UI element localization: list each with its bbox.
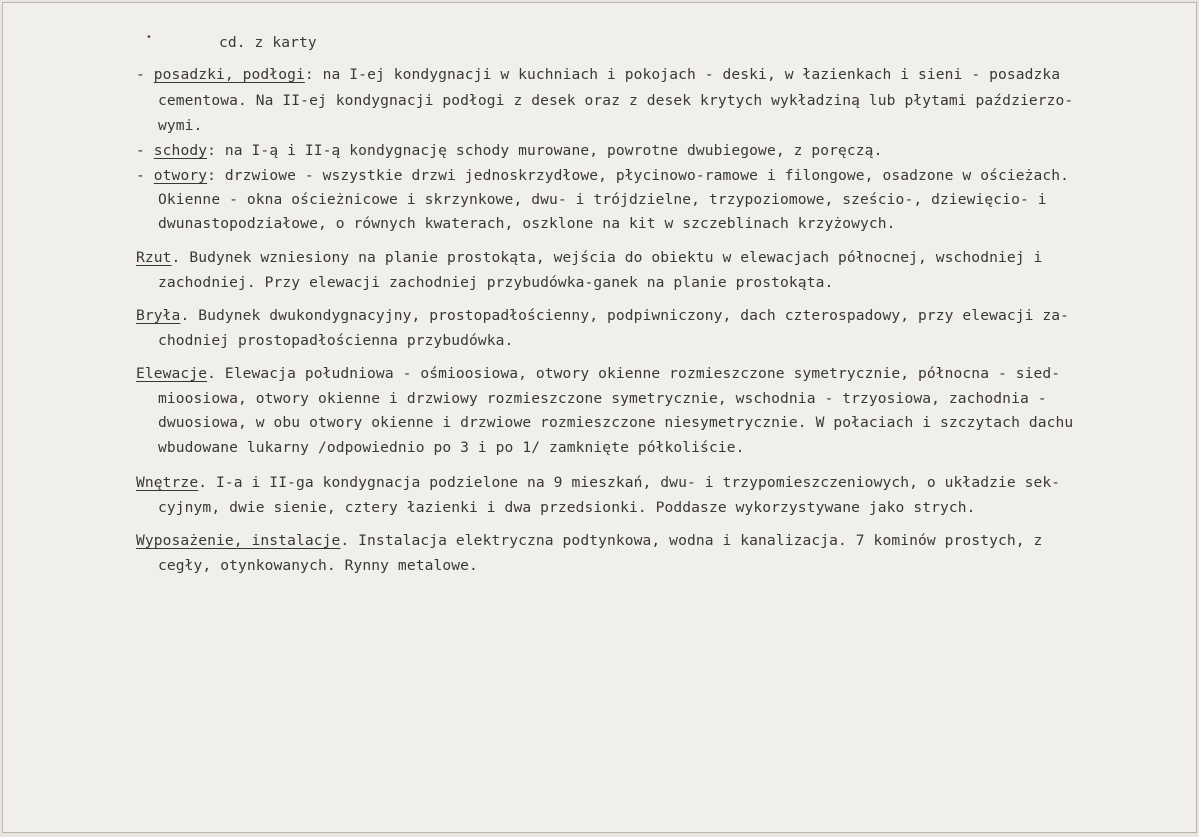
item-text: : drzwiowe - wszystkie drzwi jednoskrzydłowe, płycinowo-ramowe i filongowe, osadzone w ościeżach. xyxy=(207,167,1070,184)
section-term: Wyposażenie, instalacje xyxy=(136,532,341,549)
section-term: Rzut xyxy=(136,249,172,266)
section-text: dwuosiowa, w obu otwory okienne i drzwiowe rozmieszczone niesymetrycznie. W połaciach i szczytach dachu xyxy=(158,414,1074,431)
section-term: Bryła xyxy=(136,307,181,324)
item-text: cementowa. Na II-ej kondygnacji podłogi z desek oraz z desek krytych wykładziną lub płytami paździerzo- xyxy=(158,92,1074,109)
bullet-dash: - xyxy=(136,142,145,159)
list-item xyxy=(136,139,882,163)
continuation-header: cd. z karty xyxy=(219,34,317,51)
section-first-line xyxy=(136,529,1042,553)
section-text: . I-a i II-ga kondygnacja podzielone na 9 mieszkań, dwu- i trzypomieszczeniowych, o układzie sek- xyxy=(198,474,1061,491)
list-item xyxy=(136,63,1060,87)
section-text: . Budynek dwukondygnacyjny, prostopadłościenny, podpiwniczony, dach czterospadowy, przy elewacji za- xyxy=(180,307,1070,324)
section-text: . Budynek wzniesiony na planie prostokąta, wejścia do obiektu w elewacjach północnej, wschodniej i xyxy=(171,249,1043,266)
item-text: wymi. xyxy=(158,117,203,134)
document-card xyxy=(2,2,1197,833)
item-text: : na I-ej kondygnacji w kuchniach i pokojach - deski, w łazienkach i sieni - posadzka xyxy=(304,66,1061,83)
section-first-line xyxy=(136,471,1060,495)
list-item xyxy=(136,164,1069,188)
section-text: zachodniej. Przy elewacji zachodniej przybudówka-ganek na planie prostokąta. xyxy=(158,274,834,291)
section-term: Wnętrze xyxy=(136,474,199,491)
item-text: : na I-ą i II-ą kondygnację schody murowane, powrotne dwubiegowe, z poręczą. xyxy=(207,142,883,159)
section-text: cyjnym, dwie sienie, cztery łazienki i dwa przedsionki. Poddasze wykorzystywane jako strych. xyxy=(158,499,976,516)
item-text: Okienne - okna ościeżnicowe i skrzynkowe, dwu- i trójdzielne, trzypoziomowe, sześcio-, dziewięcio- i xyxy=(158,191,1047,208)
section-text: . Instalacja elektryczna podtynkowa, wodna i kanalizacja. 7 kominów prostych, z xyxy=(340,532,1043,549)
bullet-dash: - xyxy=(136,66,145,83)
ink-mark: • xyxy=(146,32,152,43)
section-first-line xyxy=(136,362,1060,386)
item-term: schody xyxy=(153,142,208,159)
item-text: dwunastopodziałowe, o równych kwaterach, oszklone na kit w szczeblinach krzyżowych. xyxy=(158,215,896,232)
section-text: cegły, otynkowanych. Rynny metalowe. xyxy=(158,557,478,574)
bullet-dash: - xyxy=(136,167,145,184)
section-term: Elewacje xyxy=(136,365,208,382)
section-first-line xyxy=(136,246,1042,270)
section-text: chodniej prostopadłościenna przybudówka. xyxy=(158,332,514,349)
item-term: posadzki, podłogi xyxy=(153,66,305,83)
section-first-line xyxy=(136,304,1069,328)
section-text: mioosiowa, otwory okienne i drzwiowy rozmieszczone symetrycznie, wschodnia - trzyosiowa, zachodnia - xyxy=(158,390,1047,407)
item-term: otwory xyxy=(153,167,208,184)
section-text: wbudowane lukarny /odpowiednio po 3 i po 1/ zamknięte półkoliście. xyxy=(158,439,745,456)
section-text: . Elewacja południowa - ośmioosiowa, otwory okienne rozmieszczone symetrycznie, północna - sied- xyxy=(207,365,1061,382)
